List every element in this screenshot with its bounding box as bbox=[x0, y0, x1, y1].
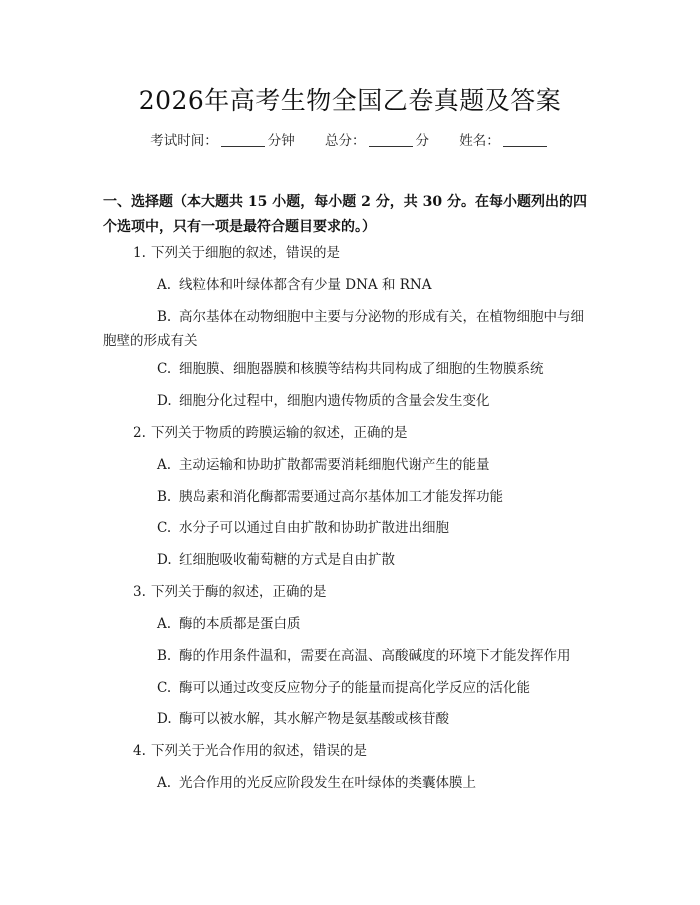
section-heading: 一、选择题（本大题共 15 小题，每小题 2 分，共 30 分。在每小题列出的四个选项中，只有一项是最符合题目要求的。） bbox=[103, 194, 587, 235]
option-text: 酶可以通过改变反应物分子的能量而提高化学反应的活化能 bbox=[179, 680, 530, 696]
option-text: 酶的作用条件温和，需要在高温、高酸碱度的环境下才能发挥作用 bbox=[179, 648, 571, 664]
total-score-label: 总分： bbox=[325, 133, 366, 149]
answer-option bbox=[103, 548, 593, 572]
option-letter: D. bbox=[157, 552, 172, 568]
option-letter: B. bbox=[157, 648, 172, 664]
answer-option bbox=[103, 389, 593, 413]
answer-option bbox=[103, 771, 593, 795]
option-text: 高尔基体在动物细胞中主要与分泌物的形成有关，在植物细胞中与细胞壁的形成有关 bbox=[103, 309, 584, 349]
option-letter: B. bbox=[157, 489, 172, 505]
option-text: 线粒体和叶绿体都含有少量 DNA 和 RNA bbox=[179, 277, 432, 293]
question-number: 4. bbox=[133, 743, 146, 759]
exam-time-unit: 分钟 bbox=[267, 133, 295, 149]
question-text: 下列关于细胞的叙述，错误的是 bbox=[151, 245, 340, 261]
option-text: 胰岛素和消化酶都需要通过高尔基体加工才能发挥功能 bbox=[179, 489, 503, 505]
option-text: 酶的本质都是蛋白质 bbox=[179, 616, 301, 632]
question-text: 下列关于酶的叙述，正确的是 bbox=[151, 584, 327, 600]
question-stem bbox=[133, 242, 340, 264]
student-name-label: 姓名： bbox=[459, 133, 500, 149]
answer-option bbox=[103, 357, 593, 381]
option-letter: A. bbox=[157, 457, 172, 473]
option-letter: B. bbox=[157, 309, 172, 325]
answer-option bbox=[103, 453, 593, 477]
question-stem bbox=[133, 581, 327, 603]
option-text: 细胞膜、细胞器膜和核膜等结构共同构成了细胞的生物膜系统 bbox=[179, 361, 544, 377]
answer-option bbox=[103, 644, 593, 668]
option-text: 水分子可以通过自由扩散和协助扩散进出细胞 bbox=[179, 520, 449, 536]
option-letter: C. bbox=[157, 680, 172, 696]
answer-option bbox=[103, 273, 593, 297]
option-text: 细胞分化过程中，细胞内遗传物质的含量会发生变化 bbox=[179, 393, 490, 409]
option-text: 主动运输和协助扩散都需要消耗细胞代谢产生的能量 bbox=[179, 457, 490, 473]
question-number: 1. bbox=[133, 245, 146, 261]
option-text: 酶可以被水解，其水解产物是氨基酸或核苷酸 bbox=[179, 711, 449, 727]
option-letter: A. bbox=[157, 616, 172, 632]
question-stem bbox=[133, 422, 408, 444]
student-name-blank bbox=[503, 132, 547, 147]
question-number: 2. bbox=[133, 425, 146, 441]
option-letter: C. bbox=[157, 361, 172, 377]
answer-option bbox=[103, 676, 593, 700]
answer-option bbox=[103, 485, 593, 509]
exam-meta-line bbox=[0, 131, 700, 151]
option-letter: A. bbox=[157, 277, 172, 293]
answer-option bbox=[103, 516, 593, 540]
option-text: 光合作用的光反应阶段发生在叶绿体的类囊体膜上 bbox=[179, 775, 476, 791]
total-score-blank bbox=[369, 132, 413, 147]
student-name-field bbox=[459, 131, 550, 151]
answer-option bbox=[103, 305, 593, 353]
question-text: 下列关于光合作用的叙述，错误的是 bbox=[151, 743, 367, 759]
option-letter: D. bbox=[157, 393, 172, 409]
exam-time-label: 考试时间： bbox=[150, 133, 218, 149]
question-text: 下列关于物质的跨膜运输的叙述，正确的是 bbox=[151, 425, 408, 441]
option-letter: A. bbox=[157, 775, 172, 791]
option-text: 红细胞吸收葡萄糖的方式是自由扩散 bbox=[179, 552, 395, 568]
answer-option bbox=[103, 707, 593, 731]
question-number: 3. bbox=[133, 584, 146, 600]
answer-option bbox=[103, 612, 593, 636]
exam-time-blank bbox=[221, 132, 265, 147]
exam-time-field bbox=[150, 131, 295, 151]
total-score-field bbox=[325, 131, 429, 151]
option-letter: D. bbox=[157, 711, 172, 727]
question-stem bbox=[133, 740, 367, 762]
total-score-unit: 分 bbox=[415, 133, 429, 149]
option-letter: C. bbox=[157, 520, 172, 536]
page-title: 2026年高考生物全国乙卷真题及答案 bbox=[138, 86, 562, 115]
